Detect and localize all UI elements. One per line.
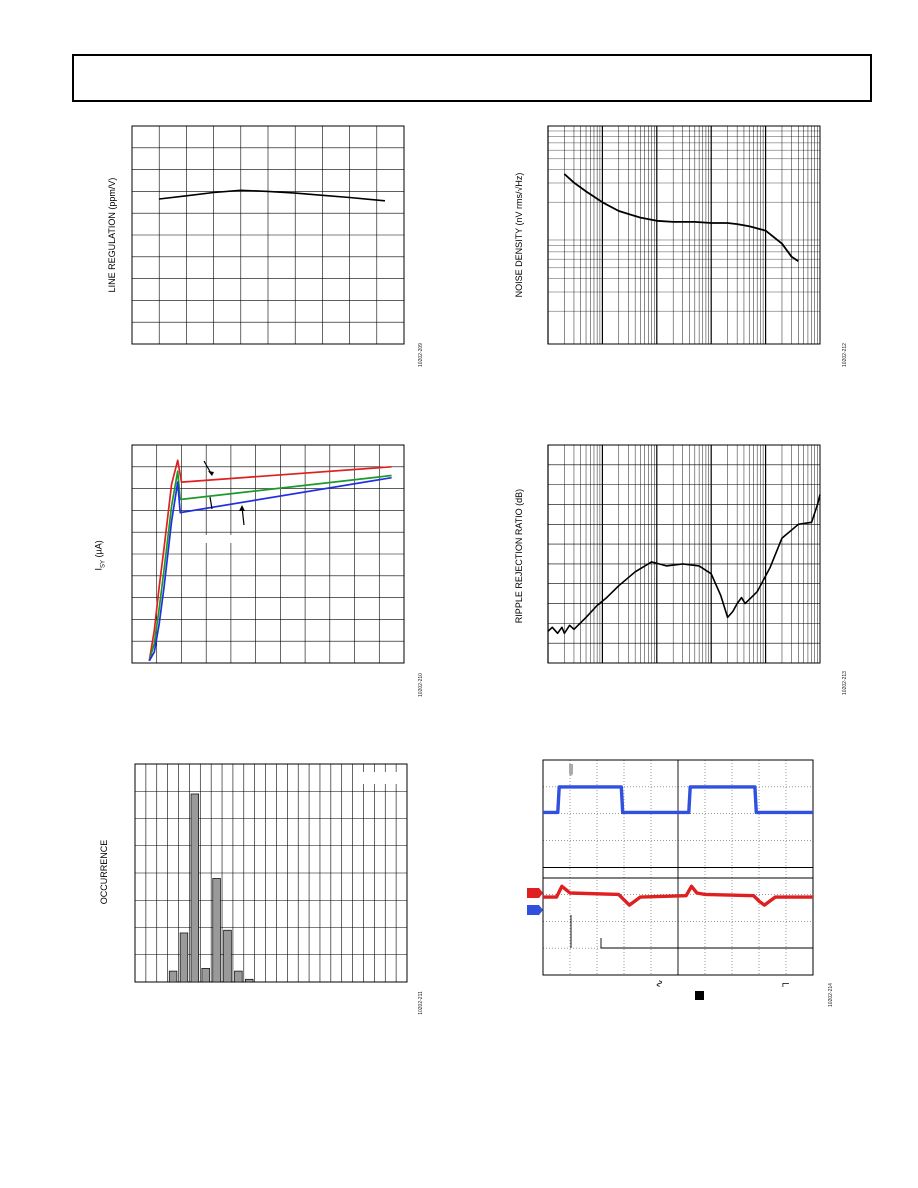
isy-figure-id: 10202-210	[418, 673, 424, 697]
isy-y-label-main: I	[93, 567, 104, 571]
scope-stop-indicator	[695, 991, 704, 1000]
occurrence-figure-id: 10202-211	[418, 991, 424, 1015]
occurrence-histogram-bar	[213, 878, 221, 982]
scope-figure-id: 10202-214	[828, 983, 834, 1007]
scope-trigger-step-symbol: ┐	[778, 979, 790, 988]
occurrence-histogram-bar	[224, 930, 232, 982]
scope-trigger-marker	[569, 764, 573, 776]
occurrence-histogram	[135, 764, 407, 982]
isy-chart	[132, 445, 404, 663]
occurrence-histogram-bar	[169, 971, 177, 982]
occurrence-histogram-bar	[245, 979, 253, 982]
occurrence-histogram-bar	[202, 968, 210, 982]
ripple-rejection-y-axis-label: RIPPLE REJECTION RATIO (dB)	[514, 488, 524, 624]
scope-channel-1-marker	[527, 905, 543, 915]
line-regulation-figure-id: 10202-209	[418, 343, 424, 367]
line-regulation-y-axis-label: LINE REGULATION (ppm/V)	[107, 177, 117, 293]
occurrence-histogram-bar	[180, 933, 188, 982]
isy-y-axis-label	[94, 525, 107, 585]
scope-capture	[543, 760, 813, 975]
isy-y-label-sub: SY	[100, 559, 107, 568]
page-header-box	[72, 54, 872, 102]
occurrence-histogram-bar	[191, 794, 199, 982]
occurrence-histogram-bar	[235, 971, 243, 982]
line-regulation-chart	[132, 126, 404, 344]
ripple-rejection-plot-frame	[548, 445, 820, 663]
occurrence-legend-mask	[357, 772, 401, 784]
scope-channel-2-marker	[527, 888, 543, 898]
scope-ac-coupling-symbol: ∿	[654, 979, 666, 988]
ripple-rejection-chart	[548, 445, 820, 663]
occurrence-y-axis-label: OCCURRENCE	[99, 839, 109, 905]
ripple-rejection-figure-id: 10202-213	[842, 671, 848, 695]
noise-density-chart	[548, 126, 820, 344]
noise-density-y-axis-label: NOISE DENSITY (nV rms/√Hz)	[514, 172, 524, 298]
noise-density-figure-id: 10202-212	[842, 343, 848, 367]
isy-y-label-unit: (µA)	[93, 540, 104, 560]
